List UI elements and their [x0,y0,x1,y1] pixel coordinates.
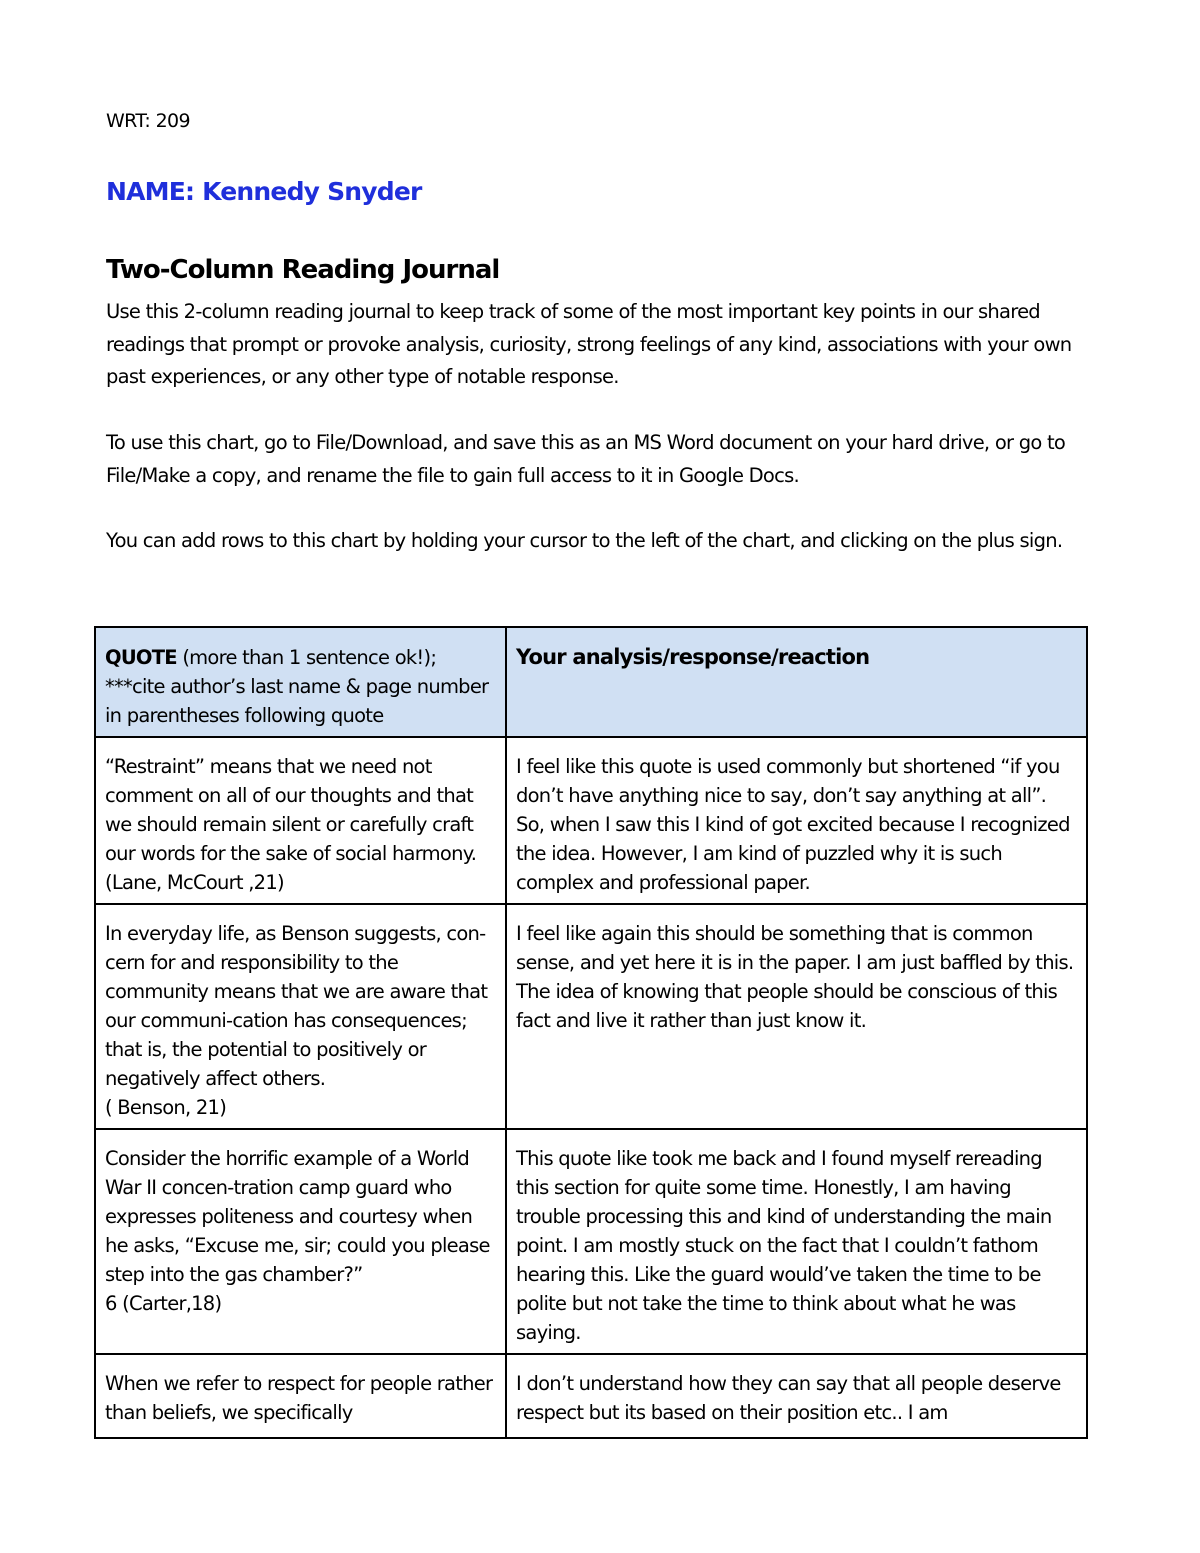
quote-column-header [95,627,506,737]
response-cell: I feel like this quote is used commonly but shortened “if you don’t have anything nice to say, don’t say anything at all”. So, when I saw this I kind of got excited because I recognized the idea. However, I am kind of puzzled why it is such complex and professional paper. [506,737,1087,904]
quote-header-note: (more than 1 sentence ok!); ***cite author’s last name & page number in parentheses following quote [105,646,489,727]
response-cell: I feel like again this should be something that is common sense, and yet here it is in the paper. I am just baffled by this. The idea of knowing that people should be conscious of this fact and live it rather than just know it. [506,904,1087,1129]
instructions-paragraph-3: You can add rows to this chart by holding your cursor to the left of the chart, and clicking on the plus sign. [106,529,1063,552]
table-row [95,1354,1087,1438]
instructions-paragraph-1: Use this 2-column reading journal to keep track of some of the most important key points in our shared readings that prompt or provoke analysis, curiosity, strong feelings of any kind, associations with your own past experiences, or any other type of notable response. [106,300,1072,388]
course-code: WRT: 209 [106,110,191,132]
page-title: Two-Column Reading Journal [106,255,500,285]
instructions-paragraph-2: To use this chart, go to File/Download, and save this as an MS Word document on your hard drive, or go to File/Make a copy, and rename the file to gain full access to it in Google Docs. [106,431,1066,487]
table-header-row [95,627,1087,737]
response-cell: This quote like took me back and I found myself rereading this section for quite some time. Honestly, I am having trouble processing this and kind of understanding the main point. I am mostly stuck on the fact that I couldn’t fathom hearing this. Like the guard would’ve taken the time to be polite but not take the time to think about what he was saying. [506,1129,1087,1354]
response-column-header: Your analysis/response/reaction [506,627,1087,737]
response-cell: I don’t understand how they can say that all people deserve respect but its based on their position etc.. I am [506,1354,1087,1438]
quote-header-bold: QUOTE [105,646,177,669]
student-name: NAME: Kennedy Snyder [106,177,422,206]
reading-journal-table [94,626,1088,1439]
quote-cell: Consider the horrific example of a World War II concen-tration camp guard who expresses politeness and courtesy when he asks, “Excuse me, sir; could you please step into the gas chamber?” 6 (Carter,18) [95,1129,506,1354]
table-row [95,737,1087,904]
table-row [95,1129,1087,1354]
quote-cell: In everyday life, as Benson suggests, con-cern for and responsibility to the community means that we are aware that our communi-cation has consequences; that is, the potential to positively or negatively affect others. ( Benson, 21) [95,904,506,1129]
quote-cell: When we refer to respect for people rather than beliefs, we specifically [95,1354,506,1438]
quote-cell: “Restraint” means that we need not comment on all of our thoughts and that we should remain silent or carefully craft our words for the sake of social harmony. (Lane, McCourt ,21) [95,737,506,904]
table-row [95,904,1087,1129]
